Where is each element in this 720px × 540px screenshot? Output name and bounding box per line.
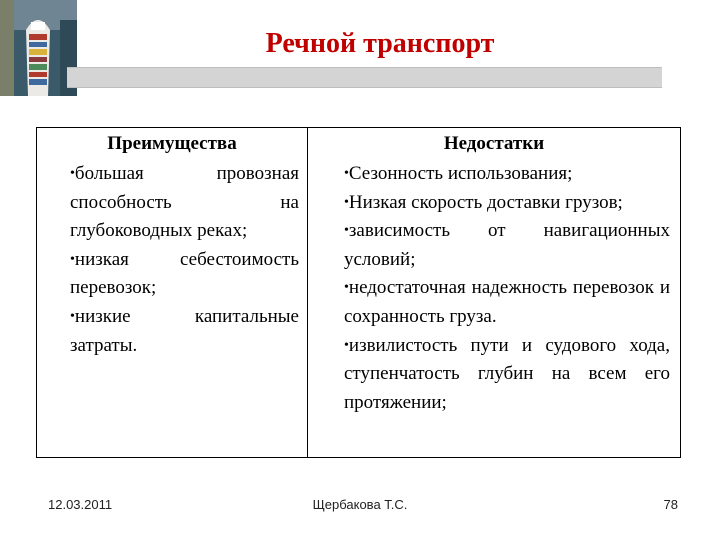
list-item: •большая провозная способность на глубоководных реках;: [70, 163, 299, 242]
disadvantages-cell: [308, 160, 681, 458]
bullet-icon: •: [344, 223, 349, 239]
comparison-table: [36, 127, 681, 458]
footer-author: Щербакова Т.С.: [312, 497, 408, 512]
bullet-icon: •: [344, 337, 349, 353]
list-item: •Сезонность использования;: [344, 163, 573, 184]
header-disadvantages: Недостатки: [308, 128, 681, 161]
bullet-icon: •: [344, 280, 349, 296]
list-item: •извилистость пути и судового хода, ступенчатость глубин на всем его протяжении;: [344, 334, 670, 413]
ship-image: [0, 0, 77, 96]
bullet-icon: •: [70, 166, 75, 181]
bullet-icon: •: [70, 251, 75, 267]
list-item: •низкая себестоимость перевозок;: [70, 248, 299, 299]
ship-photo: [0, 0, 77, 96]
advantages-cell: [37, 160, 308, 458]
list-item: •недостаточная надежность перевозок и сохранность груза.: [344, 277, 670, 327]
header-advantages: Преимущества: [37, 128, 308, 161]
list-item: •Низкая скорость доставки грузов;: [344, 191, 623, 213]
title-underline-bar: [67, 67, 662, 88]
table-header-row: [37, 128, 681, 161]
slide-title: Речной транспорт: [265, 28, 495, 59]
bullet-icon: •: [344, 194, 349, 210]
list-item: •низкие капитальные затраты.: [70, 305, 299, 356]
footer-date: 12.03.2011: [48, 497, 113, 512]
bullet-icon: •: [344, 166, 349, 181]
footer-page-number: 78: [663, 497, 678, 512]
table-body-row: [37, 160, 681, 458]
bullet-icon: •: [70, 308, 75, 324]
list-item: •зависимость от навигационных условий;: [344, 220, 670, 270]
